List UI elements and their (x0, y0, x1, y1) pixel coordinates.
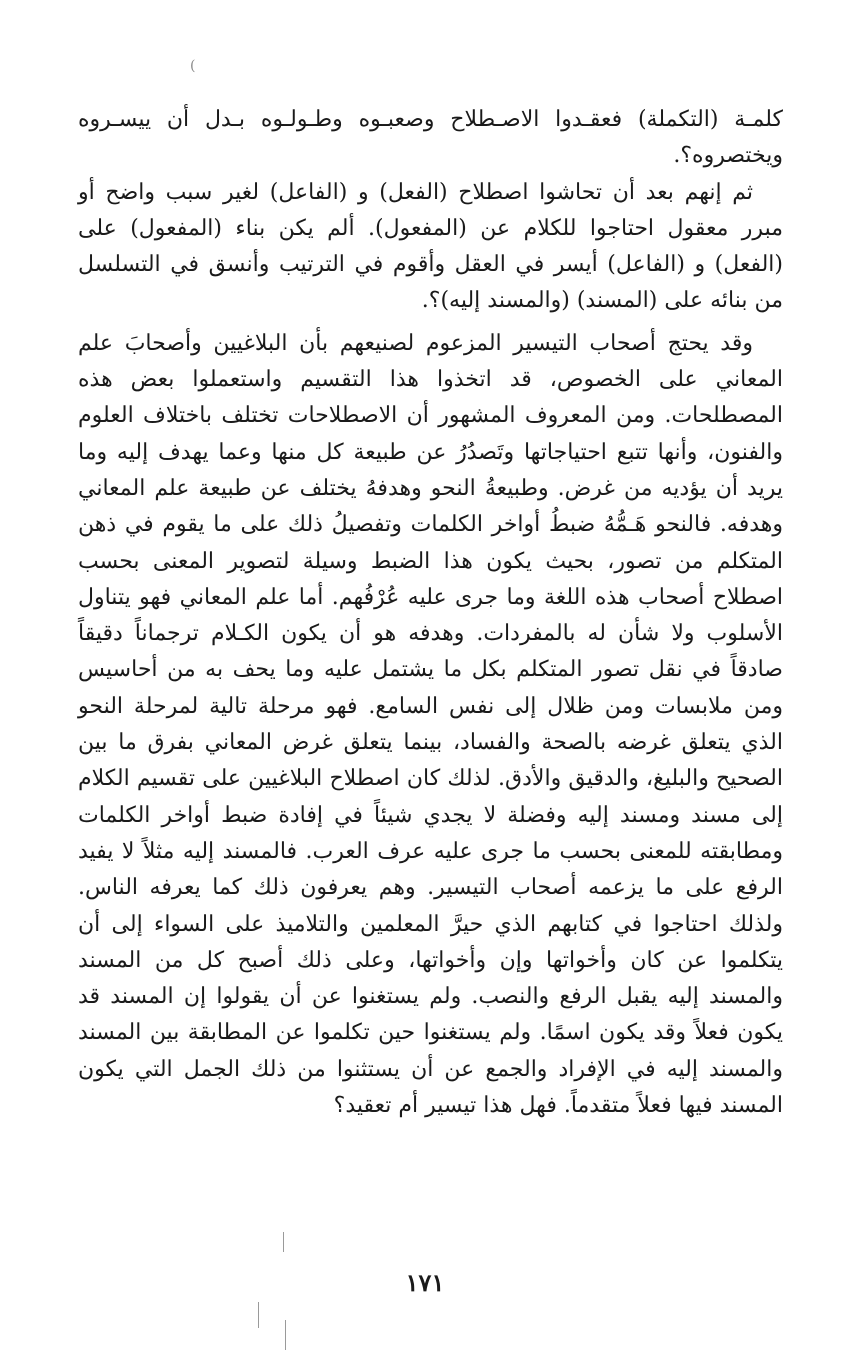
paragraph-2: ثم إنهم بعد أن تحاشوا اصطلاح (الفعل) و (الفاعل) لغير سبب واضح أو مبرر معقول احتاجوا للكلام عن (المفعول). ألم يكن بناء (المفعول) على (الفعل) و (الفاعل) أيسر في العقل وأقوم في الترتيب وأنسق في التسلسل من بنائه على (المسند) (والمسند إليه)؟. (78, 179, 783, 314)
stray-mark: ( (190, 58, 196, 74)
scan-artifact-line (283, 1232, 284, 1252)
scan-artifact-line (258, 1302, 259, 1328)
scan-artifact-line (285, 1320, 286, 1350)
body-text (78, 102, 783, 1124)
page-number: ١٧١ (405, 1268, 445, 1297)
paragraph-3: وقد يحتج أصحاب التيسير المزعوم لصنيعهم بأن البلاغيين وأصحابَ علم المعاني على الخصوص، قد اتخذوا هذا التقسيم واستعملوا بعض هذه المصطلحات. ومن المعروف المشهور أن الاصطلاحات تختلف باختلاف العلوم والفنون، وأنها تتبع احتياجاتها وتَصدُرُ عن طبيعة كل منها وعما يهدف إليه وما يريد أن يؤديه من غرض. وطبيعةُ النحو وهدفهُ يختلف عن طبيعة علم المعاني وهدفه. فالنحو هَـمُّهُ ضبطُ أواخر الكلمات وتفصيلُ ذلك على ما يقوم في ذهن المتكلم من تصور، بحيث يكون هذا الضبط وسيلة لتصوير المعنى بحسب اصطلاح أصحاب هذه اللغة وما جرى عليه عُرْفُهم. أما علم المعاني فهو يتناول الأسلوب ولا شأن له بالمفردات. وهدفه هو أن يكون الكـلام ترجماناً دقيقاً صادقاً في نقل تصور المتكلم بكل ما يشتمل عليه وما يحف به من أحاسيس ومن ملابسات ومن ظلال إلى نفس السامع. فهو مرحلة تالية لمرحلة النحو الذي يتعلق غرضه بالصحة والفساد، بينما يتعلق غرض المعاني بفرق ما بين الصحيح والبليغ، والدقيق والأدق. لذلك كان اصطلاح البلاغيين على تقسيم الكلام إلى مسند ومسند إليه وفضلة لا يجدي شيئاً في إفادة ضبط أواخر الكلمات ومطابقته للمعنى بحسب ما جرى عليه عرف العرب. فالمسند إليه مثلاً لا يفيد الرفع على ما يزعمه أصحاب التيسير. وهم يعرفون ذلك كما يعرفه الناس. ولذلك احتاجوا في كتابهم الذي حيرَّ المعلمين والتلاميذ على السواء إلى أن يتكلموا عن كان وأخواتها وإن وأخواتها، وعلى ذلك أصبح كل من المسند والمسند إليه يقبل الرفع والنصب. ولم يستغنوا عن أن يقولوا إن المسند قد يكون فعلاً وقد يكون اسمًا. ولم يستغنوا حين تكلموا عن المطابقة بين المسند والمسند إليه في الإفراد والجمع عن أن يستثنوا من ذلك الجمل التي يكون المسند فيها فعلاً متقدماً. فهل هذا تيسير أم تعقيد؟ (78, 330, 783, 1119)
paragraph-1: كلمـة (التكملة) فعقـدوا الاصـطلاح وصعبـوه وطـولـوه بـدل أن ييسـروه ويختصروه؟. (78, 107, 783, 169)
